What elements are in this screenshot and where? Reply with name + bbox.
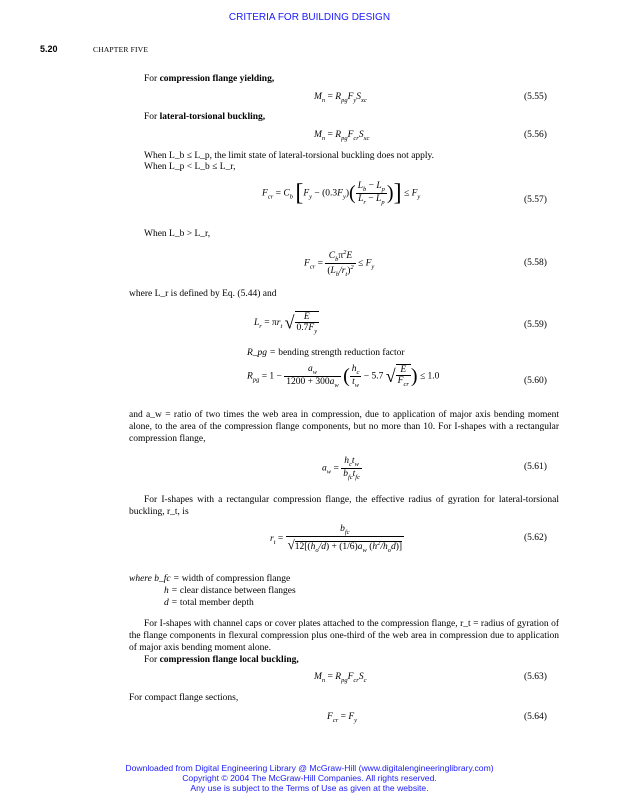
equation-5-63: $M_n = R_{pg}F_{cr}S_c$ <box>314 672 367 684</box>
equation-5-57: $F_{cr} = C_b$ [$F_y - (0.3F_y)$( $\frac{L_b - L_p}{L_r - L_p}$ )] ≤ $F_y$ <box>262 180 421 206</box>
heading-flange-local-buckling: For compression flange local buckling, <box>144 655 299 665</box>
equation-5-58: $F_{cr}$ = $\frac{C_b\pi^2E}{(L_b/r_t)^2}$ ≤ $F_y$ <box>304 249 375 279</box>
paragraph-channel-caps: For I-shapes with channel caps or cover plates attached to the compression flange, r_t = radius of gyration of the flange components in flexural compression plus one-third of the web area in compression due to application of major axis bending moment alone. <box>129 619 559 653</box>
footer-terms-link[interactable]: Any use is subject to the Terms of Use as given at the website. <box>190 783 429 793</box>
paragraph-aw-definition: and a_w = ratio of two times the web area in compression, due to application of major axis bending moment alone, to the area of the compression flange components, but no more than 10. For I-shapes with a rectangular compression flange, <box>129 410 559 444</box>
text-rpg-definition: R_pg = bending strength reduction factor <box>247 348 405 358</box>
equation-number-5-56: (5.56) <box>524 130 547 140</box>
text-lb-le-lp: When L_b ≤ L_p, the limit state of lateral-torsional buckling does not apply. <box>144 151 435 161</box>
equation-5-56: $M_n = R_{pg}F_{cr}S_{xc}$ <box>314 130 370 142</box>
equation-5-59: $L_r = \pi r_t$ √ $\frac{E}{0.7F_y}$ <box>254 312 318 335</box>
equation-number-5-60: (5.60) <box>524 376 547 386</box>
text-compact-flange: For compact flange sections, <box>129 693 239 703</box>
equation-number-5-63: (5.63) <box>524 672 547 682</box>
text-lp-lt-lb: When L_p < L_b ≤ L_r, <box>144 162 236 172</box>
heading-flange-yielding: For compression flange yielding, <box>144 74 275 84</box>
running-header: CRITERIA FOR BUILDING DESIGN <box>228 12 391 23</box>
text-lb-gt-lr: When L_b > L_r, <box>144 229 211 239</box>
where-bfc: where b_fc = width of compression flange <box>129 574 291 584</box>
where-h: h = clear distance between flanges <box>164 586 296 596</box>
where-d: d = total member depth <box>164 598 254 608</box>
footer-copyright: Copyright © 2004 The McGraw-Hill Companies. All rights reserved. <box>182 773 437 783</box>
equation-number-5-59: (5.59) <box>524 320 547 330</box>
footer-download-link[interactable]: Downloaded from Digital Engineering Library @ McGraw-Hill (www.digitalengineeringlibrary.com) <box>125 763 494 773</box>
heading-lateral-torsional: For lateral-torsional buckling, <box>144 112 266 122</box>
equation-number-5-61: (5.61) <box>524 462 547 472</box>
equation-number-5-62: (5.62) <box>524 533 547 543</box>
page-number: 5.20 <box>40 44 58 54</box>
equation-5-61: $a_w$ = $\frac{h_ct_w}{b_{fc}t_{fc}}$ <box>322 456 360 481</box>
equation-number-5-55: (5.55) <box>524 92 547 102</box>
equation-number-5-58: (5.58) <box>524 258 547 268</box>
paragraph-radius-gyration: For I-shapes with a rectangular compression flange, the effective radius of gyration for lateral-torsional buckling, r_t, is <box>129 495 559 517</box>
equation-5-55: $M_n = R_{pg}F_yS_{xc}$ <box>314 92 367 104</box>
equation-number-5-57: (5.57) <box>524 195 547 205</box>
chapter-label: CHAPTER FIVE <box>93 45 149 54</box>
equation-number-5-64: (5.64) <box>524 712 547 722</box>
text-where-lr: where L_r is defined by Eq. (5.44) and <box>129 289 277 299</box>
equation-5-60: $R_{pg} = 1$ − $\frac{a_w}{1200 + 300a_w}$ ( $\frac{h_c}{t_w}$ − 5.7 √ $\frac{E}{F_{cr}}$ ) ≤ 1.0 <box>247 364 440 389</box>
equation-5-62: $r_t$ = $\frac{b_{fc}}{√12[(h_o/d) + (1/6)a_w (h^2/h_od)]}$ <box>270 524 403 554</box>
equation-5-64: $F_{cr} = F_y$ <box>327 712 358 724</box>
